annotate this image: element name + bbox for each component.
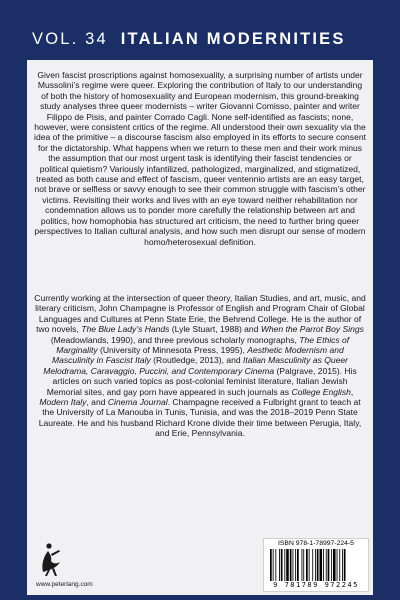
volume-number: VOL. 34 <box>32 30 108 48</box>
publisher-url[interactable]: www.peterlang.com <box>36 581 93 588</box>
bio-title: Modern Italy <box>39 397 87 408</box>
bio-text: . Champagne received a Fulbright grant to teach at the University of La Manouba in Tunis, Tunisia, and was the 2018–2019 Penn State Laureate. He and his husband Richard Krone divide their time between Perugia, Italy, and Erie, Pennsylvania. <box>38 397 362 439</box>
isbn-barcode-block <box>263 538 369 592</box>
book-blurb: Given fascist proscriptions against homosexuality, a surprising number of artists under Mussolini’s regime were queer. Exploring the contribution of Italy to our understanding of both the history of homosexuality and European modernism, this ground-breaking study analyses three queer modernists – writer Giovanni Comisso, painter and writer Filippo de Pisis, and painter Corrado Cagli. None self-identified as fascists; none, however, were consistent critics of the regime. All understood their own sexuality via the idea of the primitive – a discourse fascism also employed in its efforts to secure consent for the dictatorship. What happens when we return to these men and their work minus the assumption that our most urgent task is identifying their fascist tendencies or political quietism? Variously infantilized, pathologized, marginalized, and stigmatized, treated as both cause and effect of fascism, queer ventennio artists are an easy target, not brave or selfless or savvy enough to see their common struggle with fascism’s other victims. Revisiting their works and lives with an eye toward neither rehabilitation nor condemnation allows us to ponder more carefully the relationship between art and politics, how homophobia has structured art criticism, the need to further bring queer perspectives to Italian cultural analysis, and how such men disrupt our sense of modern homo/heterosexual definition. <box>34 70 366 247</box>
barcode-digits: 9 781789 972245 <box>273 581 359 589</box>
bio-text: Currently working at the intersection of queer theory, Italian Studies, and art, music, and literary criticism, John Champagne is Professor of English and Program Chair of Global Languages and Cultures at Penn State Erie, the Behrend College. He is the author of two novels, <box>34 293 366 335</box>
bio-title: The Ethics of Marginality <box>56 334 350 356</box>
series-header <box>32 30 372 49</box>
author-bio <box>34 293 366 439</box>
bio-text: (University of Minnesota Press, 1995), <box>97 345 248 356</box>
bio-text: (Palgrave, 2015). His articles on such varied topics as post-colonial feminist literature, Italian Jewish Memorial sites, and gay porn have appeared in such journals as <box>46 365 357 397</box>
bio-text: (Routledge, 2013), and <box>150 355 243 366</box>
bio-text: (Lyle Stuart, 1988) and <box>169 324 261 335</box>
bio-title: Aesthetic Modernism and Masculinity in Fascist Italy <box>52 345 344 366</box>
bio-title: Cinema Journal <box>107 397 168 408</box>
bio-text: , <box>350 386 354 397</box>
back-cover-panel <box>27 60 373 595</box>
publisher-logo-icon <box>35 542 75 578</box>
barcode-icon <box>270 549 362 581</box>
bio-title: The Blue Lady’s Hands <box>81 324 170 335</box>
bio-text: , and <box>86 397 108 408</box>
isbn-label: ISBN 978-1-78997-224-5 <box>278 540 354 547</box>
series-name: ITALIAN MODERNITIES <box>120 30 346 48</box>
bio-title: College English <box>291 386 351 397</box>
bio-text: (Meadowlands, 1990), and three previous scholarly monographs, <box>50 334 300 345</box>
bio-title: Italian Masculinity as Queer Melodrama, Caravaggio, Puccini, and Contemporary Cinema <box>43 355 348 376</box>
bio-title: When the Parrot Boy Sings <box>260 324 364 335</box>
